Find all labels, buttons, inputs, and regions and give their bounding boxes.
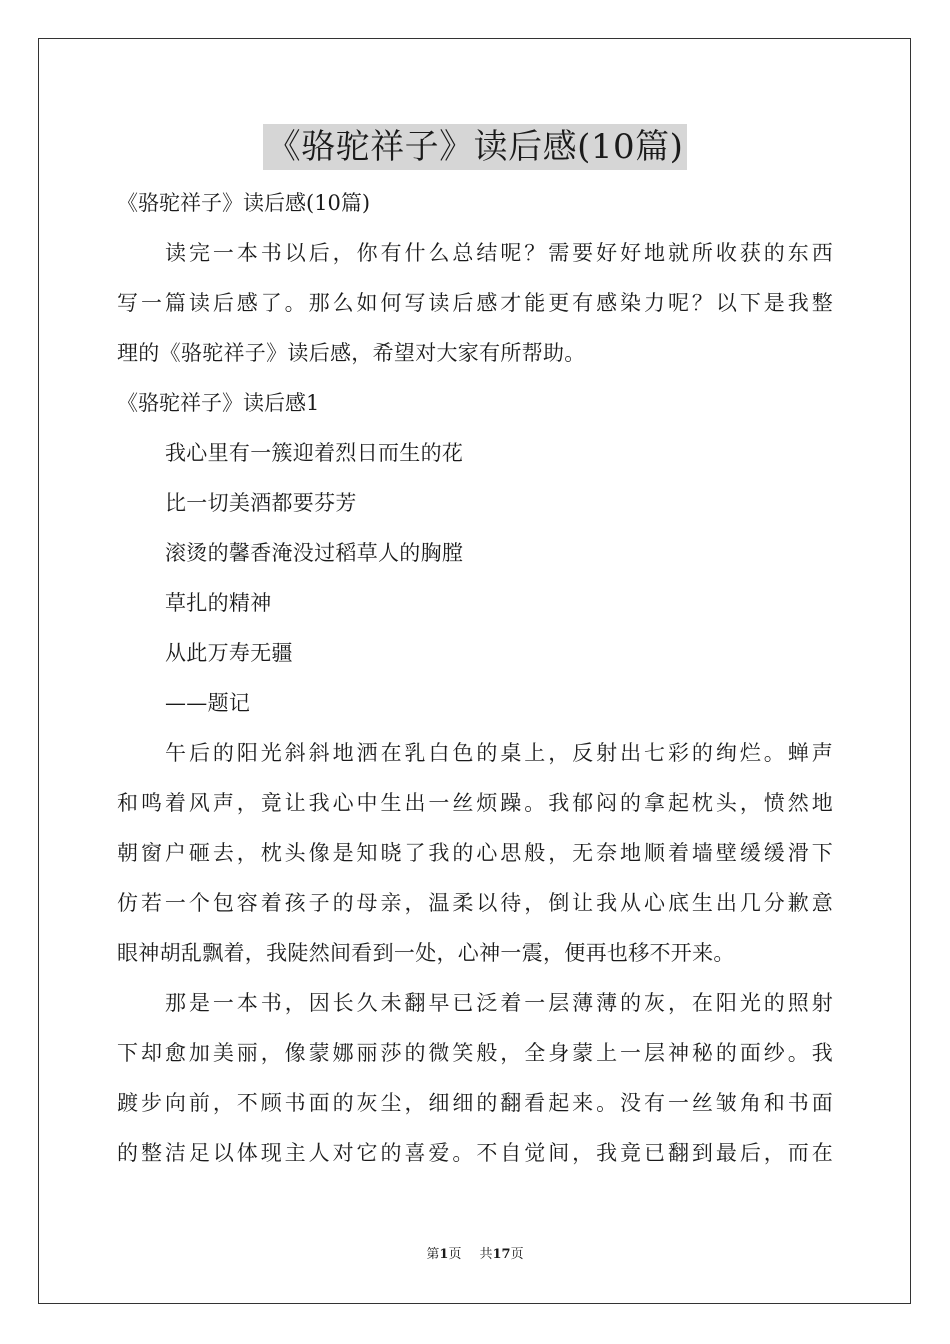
total-pages: 17 <box>492 1247 511 1262</box>
text-line: 草扎的精神 <box>165 591 272 615</box>
text-line: 比一切美酒都要芬芳 <box>165 491 357 515</box>
text-line: 和鸣着风声，竟让我心中生出一丝烦躁。我郁闷的拿起枕头，愤然地 <box>117 791 833 815</box>
page-suffix: 页 <box>448 1247 462 1262</box>
text-line: 我心里有一簇迎着烈日而生的花 <box>165 441 464 465</box>
total-suffix: 页 <box>510 1247 524 1262</box>
text-line: 读完一本书以后，你有什么总结呢？需要好好地就所收获的东西 <box>165 241 833 265</box>
text-line: 午后的阳光斜斜地洒在乳白色的桌上，反射出七彩的绚烂。蝉声 <box>165 741 833 765</box>
text-line: ——题记 <box>165 691 251 715</box>
title-container <box>0 124 950 170</box>
text-line: 从此万寿无疆 <box>165 641 293 665</box>
text-line: 朝窗户砸去，枕头像是知晓了我的心思般，无奈地顺着墙壁缓缓滑下 <box>117 841 833 865</box>
text-line: 写一篇读后感了。那么如何写读后感才能更有感染力呢？以下是我整 <box>117 291 833 315</box>
text-line: 下却愈加美丽，像蒙娜丽莎的微笑般，全身蒙上一层神秘的面纱。我 <box>117 1041 833 1065</box>
text-line: 仿若一个包容着孩子的母亲，温柔以待，倒让我从心底生出几分歉意 <box>117 891 833 915</box>
text-line: 眼神胡乱飘着，我陡然间看到一处，心神一震，便再也移不开来。 <box>117 941 735 965</box>
document-title: 《骆驼祥子》读后感(10篇) <box>263 124 688 170</box>
text-line: 滚烫的馨香淹没过稻草人的胸膛 <box>165 541 464 565</box>
text-line: 踱步向前，不顾书面的灰尘，细细的翻看起来。没有一丝皱角和书面 <box>117 1091 833 1115</box>
text-line: 的整洁足以体现主人对它的喜爱。不自觉间，我竟已翻到最后，而在 <box>117 1141 833 1165</box>
document-body <box>117 178 833 1178</box>
total-prefix: 共 <box>479 1247 493 1262</box>
section-heading: 《骆驼祥子》读后感1 <box>117 391 320 415</box>
page-prefix: 第 <box>426 1247 440 1262</box>
text-line: 理的《骆驼祥子》读后感，希望对大家有所帮助。 <box>117 341 586 365</box>
page-number: 1 <box>439 1247 449 1262</box>
text-line: 那是一本书，因长久未翻早已泛着一层薄薄的灰，在阳光的照射 <box>165 991 833 1015</box>
page-footer <box>0 1246 950 1264</box>
section-heading: 《骆驼祥子》读后感(10篇) <box>117 191 371 215</box>
